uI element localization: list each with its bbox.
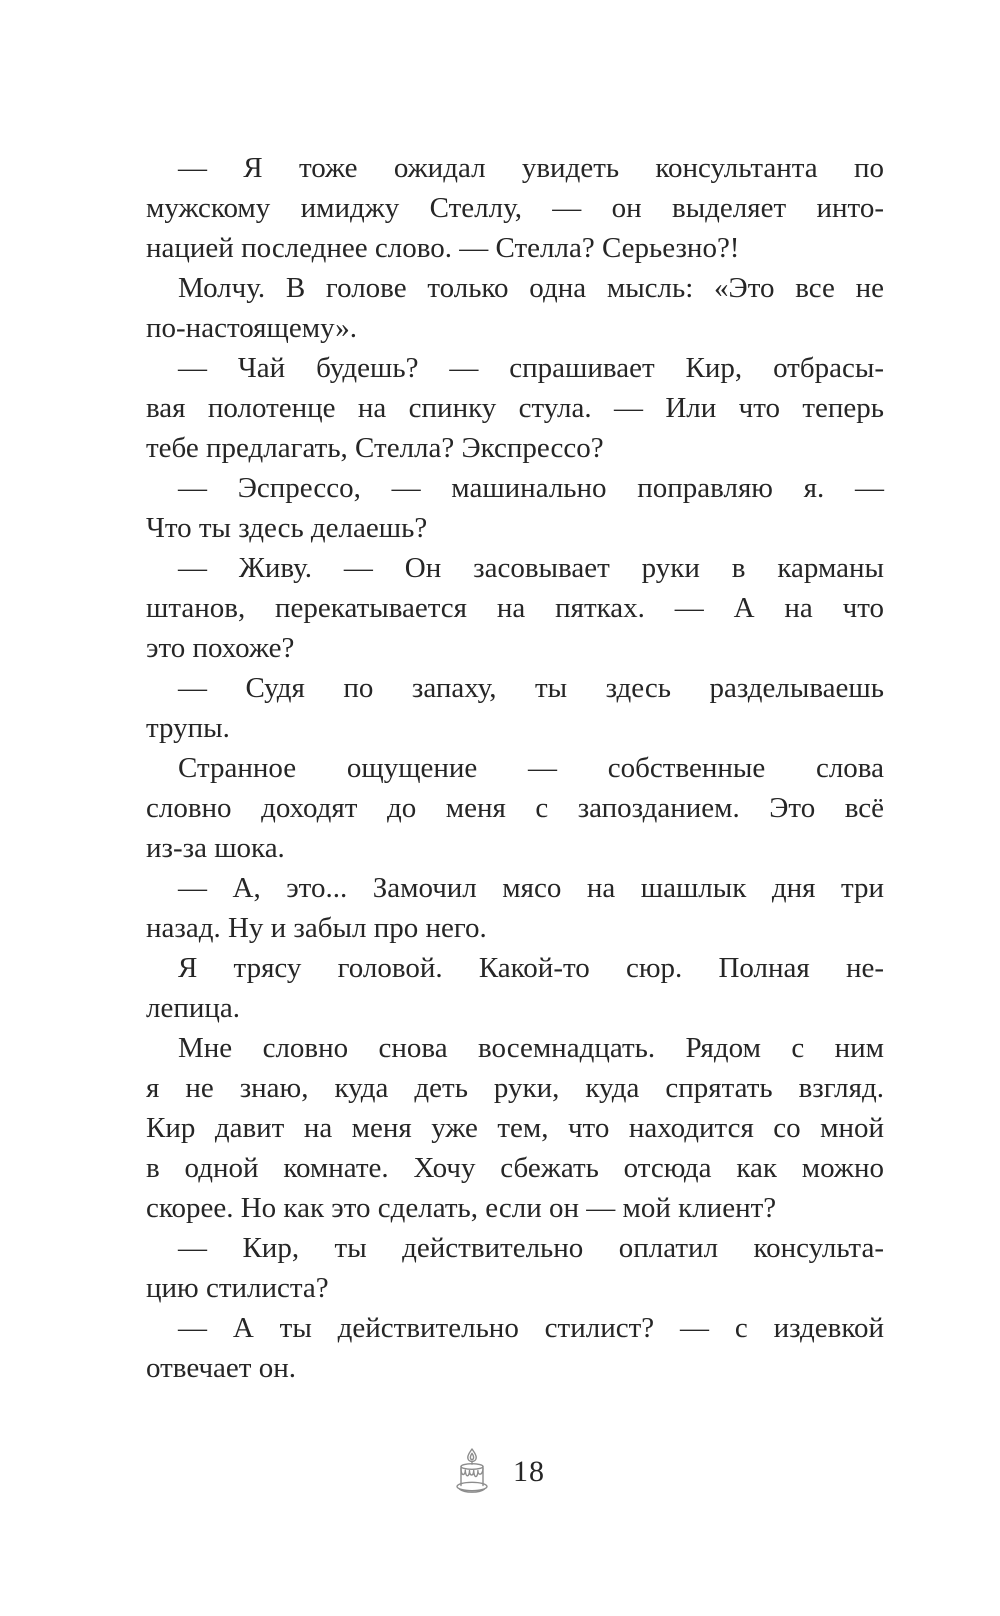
paragraph bbox=[146, 548, 884, 668]
paragraph bbox=[146, 748, 884, 868]
paragraph bbox=[146, 1308, 884, 1388]
text-line: — Кир, ты действительно оплатил консульта- bbox=[178, 1232, 884, 1264]
page-number: 18 bbox=[513, 1455, 545, 1488]
text-line: нацией последнее слово. — Стелла? Серьезно?! bbox=[146, 232, 740, 264]
candle-icon bbox=[455, 1446, 489, 1494]
text-line: назад. Ну и забыл про него. bbox=[146, 912, 487, 944]
text-line: словно доходят до меня с запозданием. Это всё bbox=[146, 792, 884, 824]
text-line: — А, это... Замочил мясо на шашлык дня три bbox=[178, 872, 884, 904]
text-line: по-настоящему». bbox=[146, 312, 358, 344]
text-line: мужскому имиджу Стеллу, — он выделяет инто- bbox=[146, 192, 884, 224]
paragraph bbox=[146, 348, 884, 468]
text-line: Кир давит на меня уже тем, что находится со мной bbox=[146, 1112, 884, 1144]
text-line: — Судя по запаху, ты здесь разделываешь bbox=[178, 672, 884, 704]
text-block bbox=[146, 148, 884, 1388]
paragraph bbox=[146, 668, 884, 748]
paragraph bbox=[146, 468, 884, 548]
paragraph bbox=[146, 268, 884, 348]
text-line: трупы. bbox=[146, 712, 230, 744]
paragraph bbox=[146, 1228, 884, 1308]
text-line: это похоже? bbox=[146, 632, 295, 664]
text-line: Странное ощущение — собственные слова bbox=[178, 752, 884, 784]
text-line: в одной комнате. Хочу сбежать отсюда как можно bbox=[146, 1152, 884, 1184]
text-line: — Эспрессо, — машинально поправляю я. — bbox=[178, 472, 884, 504]
text-line: — А ты действительно стилист? — с издевкой bbox=[178, 1312, 884, 1344]
text-line: из-за шока. bbox=[146, 832, 285, 864]
text-line: Я трясу головой. Какой-то сюр. Полная не- bbox=[178, 952, 884, 984]
text-line: я не знаю, куда деть руки, куда спрятать взгляд. bbox=[146, 1072, 884, 1104]
paragraph bbox=[146, 868, 884, 948]
text-line: — Чай будешь? — спрашивает Кир, отбрасы- bbox=[178, 352, 884, 384]
text-line: вая полотенце на спинку стула. — Или что теперь bbox=[146, 392, 884, 424]
text-line: — Я тоже ожидал увидеть консультанта по bbox=[178, 152, 884, 184]
text-line: Молчу. В голове только одна мысль: «Это все не bbox=[178, 272, 884, 304]
page-footer bbox=[0, 1446, 1000, 1494]
text-line: — Живу. — Он засовывает руки в карманы bbox=[178, 552, 884, 584]
text-line: штанов, перекатывается на пятках. — А на что bbox=[146, 592, 884, 624]
text-line: тебе предлагать, Стелла? Экспрессо? bbox=[146, 432, 604, 464]
text-line: Что ты здесь делаешь? bbox=[146, 512, 428, 544]
paragraph bbox=[146, 948, 884, 1028]
paragraph bbox=[146, 1028, 884, 1228]
text-line: цию стилиста? bbox=[146, 1272, 329, 1304]
text-line: скорее. Но как это сделать, если он — мой клиент? bbox=[146, 1192, 777, 1224]
text-line: Мне словно снова восемнадцать. Рядом с ним bbox=[178, 1032, 884, 1064]
paragraph bbox=[146, 148, 884, 268]
text-line: лепица. bbox=[146, 992, 241, 1024]
text-line: отвечает он. bbox=[146, 1352, 296, 1384]
